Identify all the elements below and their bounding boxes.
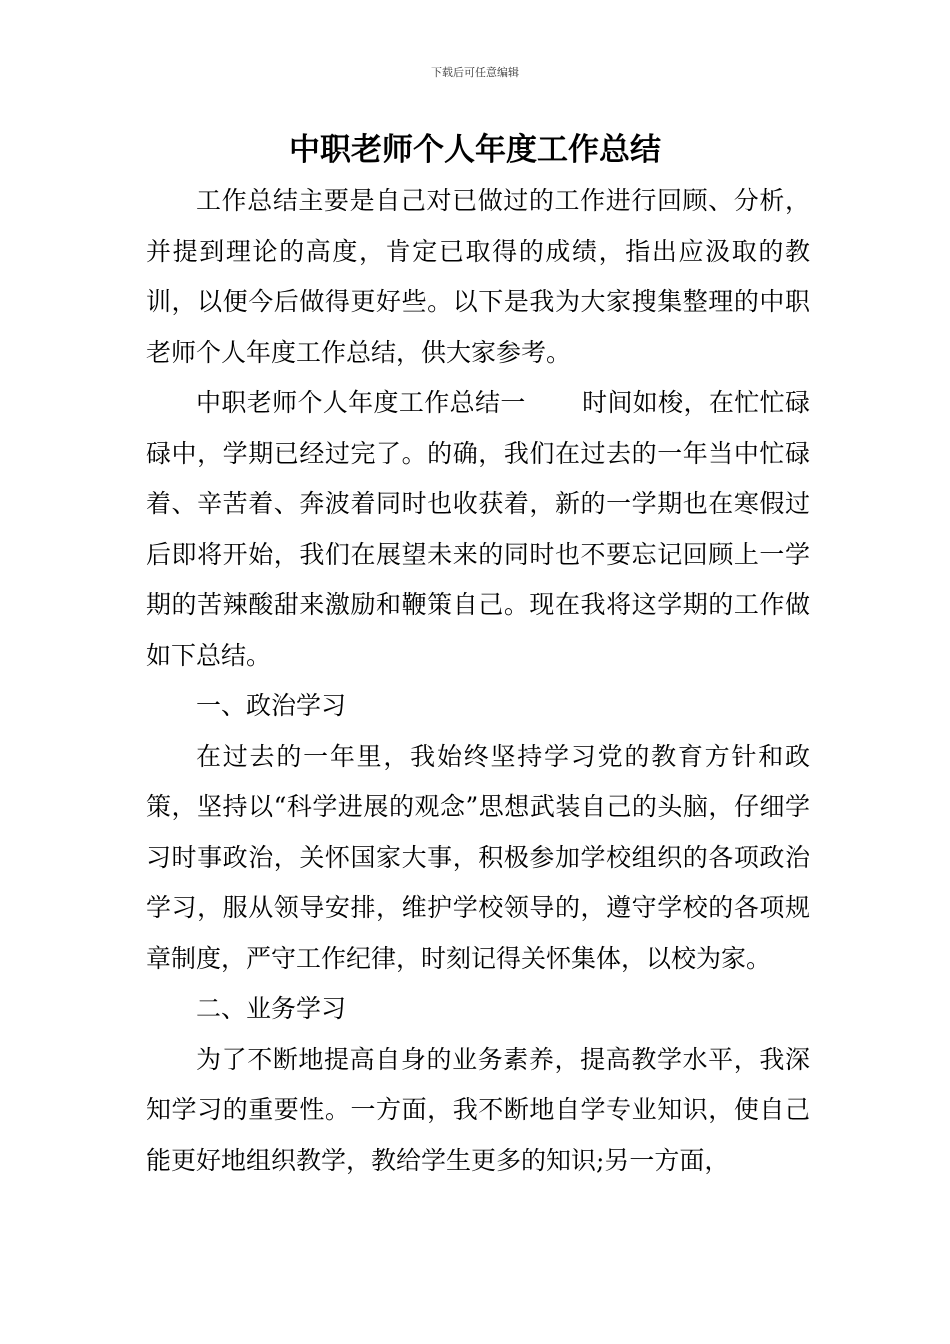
heading-politics: 一、政治学习	[196, 691, 347, 720]
intro-paragraph: 工作总结主要是自己对已做过的工作进行回顾、分析，并提到理论的高度，肯定已取得的成绩，指出应汲取的教训，以便今后做得更好些。以下是我为大家搜集整理的中职老师个人年度工作总结，供大家参考。	[146, 186, 810, 367]
business-paragraph: 为了不断地提高自身的业务素养，提高教学水平，我深知学习的重要性。一方面，我不断地自学专业知识，使自己能更好地组织教学，教给学生更多的知识;另一方面，	[146, 1044, 810, 1175]
header-note: 下载后可任意编辑	[431, 66, 519, 79]
section1-text: 时间如梭，在忙忙碌碌中，学期已经过完了。的确，我们在过去的一年当中忙碌着、辛苦着、奔波着同时也收获着，新的一学期也在寒假过后即将开始，我们在展望未来的同时也不要忘记回顾上一学期的苦辣酸甜来激励和鞭策自己。现在我将这学期的工作做如下总结。	[146, 388, 810, 670]
section1-lead: 中职老师个人年度工作总结一	[196, 388, 526, 417]
document-title: 中职老师个人年度工作总结	[289, 132, 661, 168]
document-body	[146, 176, 810, 1186]
section1-paragraph	[146, 378, 810, 681]
heading-business: 二、业务学习	[196, 994, 347, 1023]
politics-paragraph: 在过去的一年里，我始终坚持学习党的教育方针和政策，坚持以“科学进展的观念”思想武装自己的头脑，仔细学习时事政治，关怀国家大事，积极参加学校组织的各项政治学习，服从领导安排，维护学校领导的，遵守学校的各项规章制度，严守工作纪律，时刻记得关怀集体，以校为家。	[146, 741, 810, 973]
